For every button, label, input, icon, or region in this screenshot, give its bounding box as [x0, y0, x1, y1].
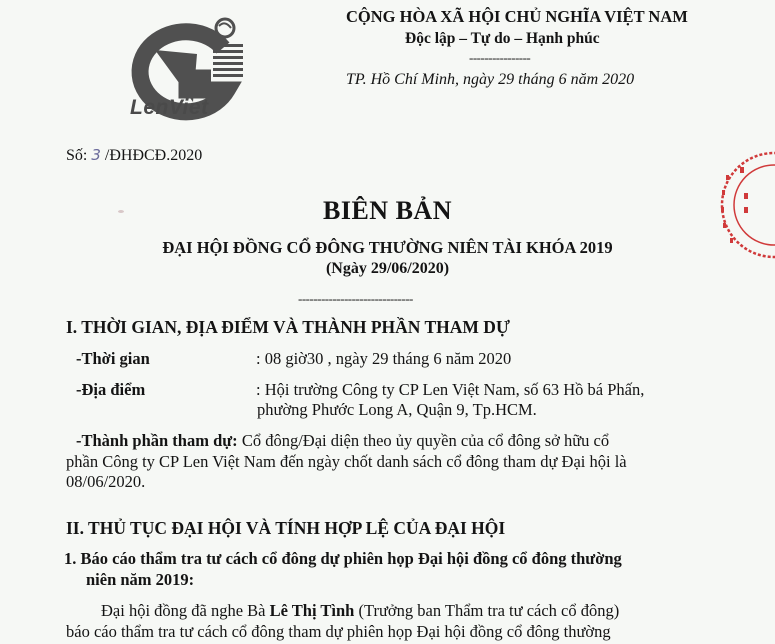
document-number-label: Số:	[66, 147, 88, 164]
paragraph-text-a: Đại hội đồng đã nghe Bà	[101, 601, 270, 620]
participants-line-3: 08/06/2020.	[66, 472, 146, 491]
document-number	[66, 146, 202, 165]
participants-line-2: phần Công ty CP Len Việt Nam đến ngày chốt danh sách cổ đông tham dự Đại hội là	[66, 452, 627, 471]
place-value-line-1: : Hội trường Công ty CP Len Việt Nam, số 63 Hồ bá Phấn,	[256, 380, 645, 399]
dateline: TP. Hồ Chí Minh, ngày 29 tháng 6 năm 2020	[346, 71, 635, 88]
place-value-line-2: phường Phước Long A, Quận 9, Tp.HCM.	[257, 400, 537, 419]
time-label: -Thời gian	[76, 349, 150, 368]
header-separator: ----------------	[469, 50, 531, 65]
item-1-heading-line-1: 1. Báo cáo thẩm tra tư cách cổ đông dự phiên họp Đại hội đồng cổ đông thường	[64, 549, 622, 568]
national-motto: Độc lập – Tự do – Hạnh phúc	[405, 30, 600, 47]
participants-line-1	[76, 431, 609, 451]
participants-label: -Thành phần tham dự:	[76, 431, 238, 450]
item-1-heading-line-2: niên năm 2019:	[86, 570, 195, 589]
document-subtitle: ĐẠI HỘI ĐỒNG CỔ ĐÔNG THƯỜNG NIÊN TÀI KHÓA 2019	[162, 238, 613, 257]
section-1-heading: I. THỜI GIAN, ĐỊA ĐIỂM VÀ THÀNH PHẦN THAM DỰ	[66, 317, 510, 337]
logo-wordmark: LenViet	[130, 96, 209, 119]
title-separator: ------------------------------	[298, 291, 413, 306]
document-date: (Ngày 29/06/2020)	[325, 260, 450, 277]
paragraph-line-1	[101, 601, 619, 621]
country-name: CỘNG HÒA XÃ HỘI CHỦ NGHĨA VIỆT NAM	[346, 7, 688, 26]
document-number-suffix: /ĐHĐCĐ.2020	[104, 147, 203, 164]
section-2-heading: II. THỦ TỤC ĐẠI HỘI VÀ TÍNH HỢP LỆ CỦA ĐẠI HỘI	[66, 518, 506, 538]
participants-text-1: Cổ đông/Đại diện theo ủy quyền của cổ đông sở hữu cổ	[237, 431, 610, 450]
red-stamp	[706, 145, 775, 265]
paragraph-line-2: báo cáo thẩm tra tư cách cổ đông tham dự phiên họp Đại hội đồng cổ đông thường	[66, 622, 611, 641]
paragraph-text-b: (Trưởng ban Thẩm tra tư cách cổ đông)	[354, 601, 620, 620]
document-title: BIÊN BẢN	[323, 196, 452, 225]
person-name: Lê Thị Tình	[269, 601, 355, 620]
time-value: : 08 giờ30 , ngày 29 tháng 6 năm 2020	[256, 349, 512, 368]
place-label: -Địa điểm	[76, 380, 146, 399]
document-number-handwritten: 3	[91, 146, 101, 164]
